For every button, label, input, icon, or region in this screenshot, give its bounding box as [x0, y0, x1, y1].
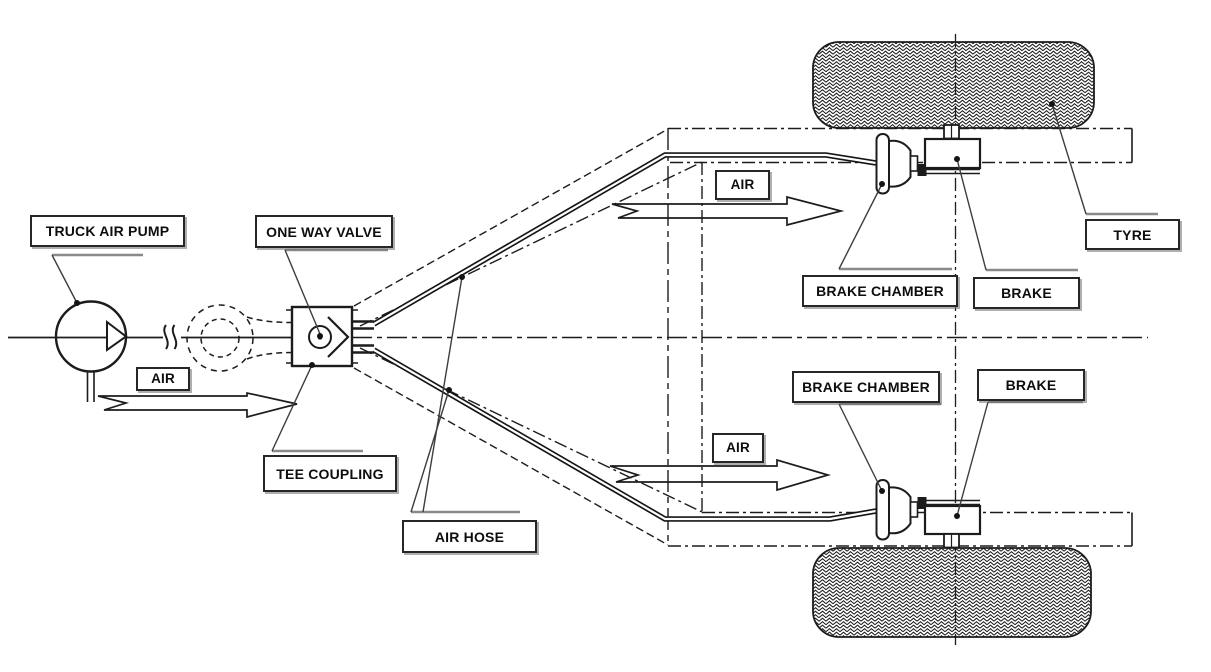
- leader-truck-air-pump: [52, 255, 143, 306]
- callout-one-way-valve: [255, 215, 393, 248]
- brake-top-adjuster-lines: [918, 170, 980, 174]
- brake-assembly-top: [877, 125, 981, 194]
- tyre-bottom: [813, 548, 1091, 637]
- pump-check-triangle: [107, 322, 126, 350]
- brake-bottom-housing: [925, 506, 980, 534]
- leader-lines: [52, 101, 1158, 519]
- one-way-valve-symbol: [286, 307, 374, 366]
- callout-brake-chamber-bottom: [792, 371, 940, 403]
- callout-brake-top-label: BRAKE: [1001, 285, 1052, 301]
- callout-air-top-label: AIR: [730, 177, 755, 193]
- brake-chamber-bottom-clevis: [911, 502, 918, 517]
- brake-top-housing: [925, 139, 980, 168]
- air-hose-upper: [374, 155, 876, 324]
- callout-one-way-valve-label: ONE WAY VALVE: [266, 223, 382, 240]
- callout-tyre-label: TYRE: [1113, 226, 1152, 243]
- callout-brake-bottom-label: BRAKE: [1005, 377, 1057, 393]
- air-arrow-top: [612, 197, 841, 225]
- brake-chamber-bottom-body: [889, 487, 911, 533]
- leader-brake-bottom: [954, 402, 1083, 519]
- callout-brake-chamber-top: [802, 275, 958, 307]
- leader-brake-chamber-bottom: [839, 404, 941, 494]
- tyre-top: [813, 42, 1094, 128]
- callout-air-left: [136, 367, 190, 391]
- callout-brake-top: [973, 277, 1080, 309]
- drawbar-lower-outer-edge: [354, 368, 668, 545]
- brake-chamber-top-clevis: [911, 156, 918, 171]
- callout-brake-bottom: [977, 369, 1085, 401]
- callout-tee-coupling: [263, 455, 397, 492]
- brake-chamber-top-body: [889, 141, 911, 187]
- line-break-squiggle: [164, 325, 176, 349]
- callout-tee-coupling-label: TEE COUPLING: [276, 465, 384, 482]
- air-arrow-bottom: [610, 460, 828, 490]
- callout-brake-chamber-bottom-label: BRAKE CHAMBER: [802, 379, 930, 395]
- leader-air-hose: [411, 274, 520, 512]
- callout-air-bottom: [712, 433, 764, 463]
- callout-truck-air-pump: [30, 215, 185, 247]
- callout-air-bottom-label: AIR: [726, 440, 750, 456]
- pump-drain-lines: [88, 371, 95, 402]
- callout-air-top: [715, 170, 770, 200]
- air-arrow-left: [98, 393, 297, 417]
- callout-brake-chamber-top-label: BRAKE CHAMBER: [816, 283, 944, 299]
- callout-truck-air-pump-label: TRUCK AIR PUMP: [45, 223, 170, 239]
- callout-tyre: [1085, 219, 1180, 250]
- callout-air-left-label: AIR: [151, 371, 175, 387]
- coupling-neck-top: [247, 317, 292, 323]
- brake-bottom-adjuster-lines: [918, 501, 980, 505]
- callout-air-hose-label: AIR HOSE: [434, 528, 505, 545]
- callout-air-hose: [402, 520, 537, 553]
- coupling-neck-bottom: [247, 353, 292, 360]
- leader-brake-chamber-top: [839, 181, 952, 269]
